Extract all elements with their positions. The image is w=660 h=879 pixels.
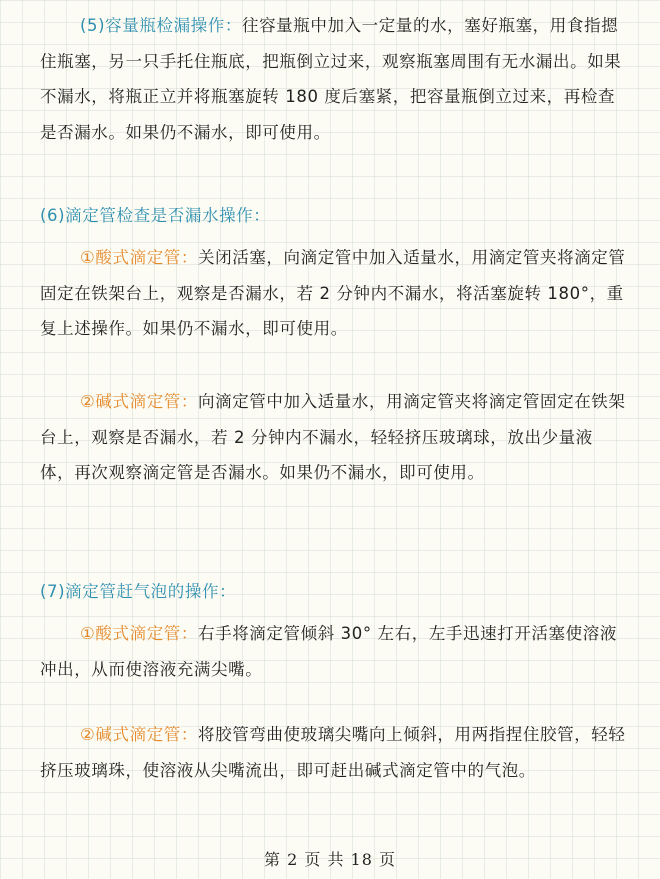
section-6-base-label: ②碱式滴定管： [80, 392, 198, 411]
section-7-base-paragraph [40, 717, 626, 788]
section-6-heading: (6)滴定管检查是否漏水操作： [40, 206, 271, 225]
section-7-heading: (7)滴定管赶气泡的操作： [40, 582, 237, 601]
section-7-base-label: ②碱式滴定管： [80, 725, 198, 744]
section-6-acid-label: ①酸式滴定管： [80, 248, 198, 267]
section-5-label: (5)容量瓶检漏操作： [80, 16, 242, 35]
section-7-acid-label: ①酸式滴定管： [80, 624, 198, 643]
section-6-acid-text: 关闭活塞，向滴定管中加入适量水，用滴定管夹将滴定管固定在铁架台上，观察是否漏水，若 2 分钟内不漏水，将活塞旋转 180°，重复上述操作。如果仍不漏水，即可使用。 [40, 248, 626, 338]
section-6-acid-paragraph [40, 240, 626, 347]
page-number-footer: 第 2 页 共 18 页 [264, 850, 396, 869]
section-5-paragraph [40, 8, 626, 150]
section-6-base-text: 向滴定管中加入适量水，用滴定管夹将滴定管固定在铁架台上，观察是否漏水，若 2 分钟内不漏水，轻轻挤压玻璃球，放出少量液体，再次观察滴定管是否漏水。如果仍不漏水，即可使用。 [40, 392, 626, 482]
section-6-base-paragraph [40, 384, 626, 491]
section-7-base-text: 将胶管弯曲使玻璃尖嘴向上倾斜，用两指捏住胶管，轻轻挤压玻璃珠，使溶液从尖嘴流出，即可赶出碱式滴定管中的气泡。 [40, 725, 626, 780]
section-5-text: 往容量瓶中加入一定量的水，塞好瓶塞，用食指摁住瓶塞，另一只手托住瓶底，把瓶倒立过来，观察瓶塞周围有无水漏出。如果不漏水，将瓶正立并将瓶塞旋转 180 度后塞紧，把容量瓶倒立过来，再检查是否漏水。如果仍不漏水，即可使用。 [40, 16, 622, 142]
section-7-acid-paragraph [40, 616, 626, 687]
section-7-acid-text: 右手将滴定管倾斜 30° 左右，左手迅速打开活塞使溶液冲出，从而使溶液充满尖嘴。 [40, 624, 617, 679]
